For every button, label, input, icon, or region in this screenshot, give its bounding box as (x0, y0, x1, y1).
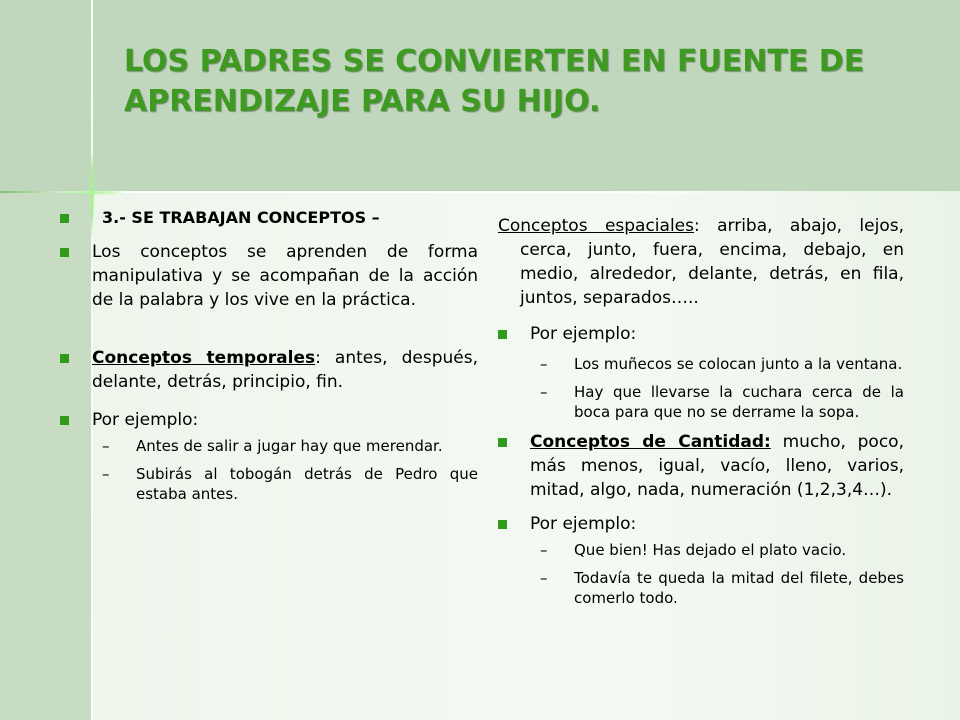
intro-text: Los conceptos se aprenden de forma manipulativa y se acompañan de la acción de la palabra y los vive en la práctica. (92, 242, 478, 310)
left-column (60, 200, 478, 504)
spatial-label: Conceptos espaciales (498, 216, 694, 236)
dash-bullet: – (540, 355, 548, 373)
square-bullet-icon (498, 438, 507, 447)
spatial-concepts-item (498, 214, 904, 310)
dash-bullet: – (540, 569, 548, 587)
example-label: Por ejemplo: (530, 514, 637, 534)
dash-bullet: – (102, 465, 110, 483)
dash-bullet: – (540, 383, 548, 401)
square-bullet-icon (60, 248, 69, 257)
square-bullet-icon (60, 214, 69, 223)
example-text: Subirás al tobogán detrás de Pedro que estaba antes. (136, 465, 478, 503)
horizontal-divider-line (0, 191, 960, 193)
right-column (498, 214, 904, 608)
example-label-item (60, 408, 478, 432)
example-text: Los muñecos se colocan junto a la ventana. (574, 355, 903, 373)
example-label-item (498, 322, 904, 346)
concept-heading: 3.- SE TRABAJAN CONCEPTOS – (102, 208, 380, 227)
example-label: Por ejemplo: (92, 410, 199, 430)
example-item (60, 464, 478, 504)
spatial-text: : arriba, abajo, lejos, cerca, junto, fuera, encima, debajo, en medio, alrededor, delante, detrás, en fila, juntos, separados….. (520, 216, 904, 308)
example-item (498, 354, 904, 374)
temporal-item (60, 346, 478, 394)
quantity-concepts-item (498, 430, 904, 502)
temporal-label: Conceptos temporales (92, 348, 316, 368)
example-label-item (498, 512, 904, 536)
square-bullet-icon (60, 354, 69, 363)
example-text: Que bien! Has dejado el plato vacio. (574, 541, 847, 559)
square-bullet-icon (498, 520, 507, 529)
example-item (498, 382, 904, 422)
dash-bullet: – (540, 541, 548, 559)
page-title: LOS PADRES SE CONVIERTEN EN FUENTE DE APRENDIZAJE PARA SU HIJO. (124, 44, 865, 119)
quantity-text: mucho, poco, más menos, igual, vacío, lleno, varios, mitad, algo, nada, numeración (1,2,3,4…). (530, 432, 904, 500)
example-text: Todavía te queda la mitad del filete, debes comerlo todo. (574, 569, 904, 607)
square-bullet-icon (498, 330, 507, 339)
intro-item (60, 240, 478, 312)
temporal-text: : antes, después, delante, detrás, principio, fin. (92, 348, 478, 392)
example-text: Hay que llevarse la cuchara cerca de la boca para que no se derrame la sopa. (574, 383, 904, 421)
example-item (60, 436, 478, 456)
square-bullet-icon (60, 416, 69, 425)
quantity-label: Conceptos de Cantidad: (530, 432, 771, 452)
dash-bullet: – (102, 437, 110, 455)
concept-heading-item (60, 206, 478, 230)
example-label: Por ejemplo: (530, 324, 637, 344)
example-item (498, 540, 904, 560)
example-item (498, 568, 904, 608)
example-text: Antes de salir a jugar hay que merendar. (136, 437, 443, 455)
